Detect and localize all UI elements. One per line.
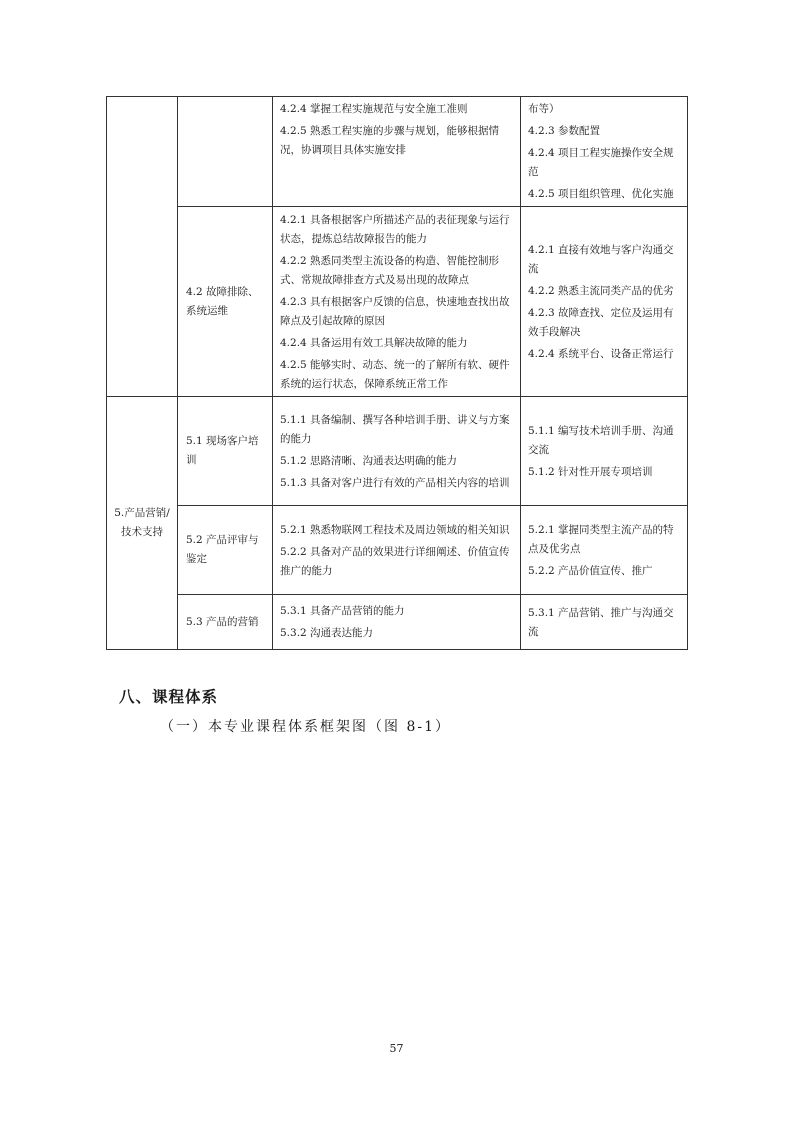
knowledge-item: 布等） [528,103,560,115]
skill-item: 5.1.2 思路清晰、沟通表达明确的能力 [280,454,458,467]
subcategory-cell: 5.2 产品评审与鉴定 [178,506,273,595]
knowledge-item: 4.2.3 故障查找、定位及运用有效手段解决 [528,306,674,338]
knowledge-cell [521,397,688,506]
skill-item: 4.2.4 掌握工程实施规范与安全施工准则 [280,103,468,115]
skill-item: 5.3.2 沟通表达能力 [280,627,374,639]
knowledge-cell [521,595,688,650]
skills-cell [273,506,521,595]
subheading: （一）本专业课程体系框架图（图 8-1） [160,719,451,735]
category-cell [107,97,178,397]
skill-item: 5.3.1 具备产品营销的能力 [280,605,405,617]
skills-cell [273,397,521,506]
skill-item: 5.1.3 具备对客户进行有效的产品相关内容的培训 [280,476,510,489]
skill-item: 4.2.4 具备运用有效工具解决故障的能力 [280,336,468,349]
section-heading: 八、课程体系 [119,688,219,706]
knowledge-item: 5.1.1 编写技术培训手册、沟通交流 [528,424,674,456]
competency-table [106,96,688,650]
knowledge-item: 5.2.1 掌握同类型主流产品的特点及优劣点 [528,523,674,555]
knowledge-cell [521,207,688,397]
knowledge-item: 4.2.3 参数配置 [528,125,601,137]
skill-item: 4.2.5 能够实时、动态、统一的了解所有软、硬件系统的运行状态，保障系统正常工作 [280,358,510,390]
subcategory-cell: 5.3 产品的营销 [178,595,273,650]
table-row [107,595,688,650]
knowledge-item: 4.2.2 熟悉主流同类产品的优劣 [528,284,674,297]
knowledge-item: 4.2.4 系统平台、设备正常运行 [528,347,674,360]
skills-cell [273,595,521,650]
skill-item: 5.2.1 熟悉物联网工程技术及周边领域的相关知识 [280,523,510,536]
skill-item: 5.2.2 具备对产品的效果进行详细阐述、价值宣传推广的能力 [280,545,510,577]
subcategory-cell: 5.1 现场客户培训 [178,397,273,506]
table-row [107,506,688,595]
skills-cell [273,97,521,207]
subcategory-cell: 4.2 故障排除、系统运维 [178,207,273,397]
subcategory-cell [178,97,273,207]
page-number: 57 [389,1042,404,1055]
table-row [107,397,688,506]
knowledge-item: 5.2.2 产品价值宣传、推广 [528,564,653,577]
skill-item: 5.1.1 具备编制、撰写各种培训手册、讲义与方案的能力 [280,413,510,445]
knowledge-item: 5.1.2 针对性开展专项培训 [528,465,653,478]
table-row [107,207,688,397]
knowledge-item: 4.2.4 项目工程实施操作安全规范 [528,147,674,178]
knowledge-item: 5.3.1 产品营销、推广与沟通交流 [528,606,674,638]
skill-item: 4.2.5 熟悉工程实施的步骤与规划，能够根据情况，协调项目具体实施安排 [280,125,500,156]
category-cell: 5.产品营销/技术支持 [107,397,178,650]
knowledge-cell [521,506,688,595]
table-row [107,97,688,207]
knowledge-item: 4.2.5 项目组织管理、优化实施 [528,188,674,200]
skill-item: 4.2.3 具有根据客户反馈的信息，快速地查找出故障点及引起故障的原因 [280,295,510,327]
knowledge-cell [521,97,688,207]
skill-item: 4.2.2 熟悉同类型主流设备的构造、智能控制形式、常规故障排查方式及易出现的故障点 [280,254,500,286]
knowledge-item: 4.2.1 直接有效地与客户沟通交流 [528,243,674,275]
skill-item: 4.2.1 具备根据客户所描述产品的表征现象与运行状态，提炼总结故障报告的能力 [280,213,510,245]
skills-cell [273,207,521,397]
